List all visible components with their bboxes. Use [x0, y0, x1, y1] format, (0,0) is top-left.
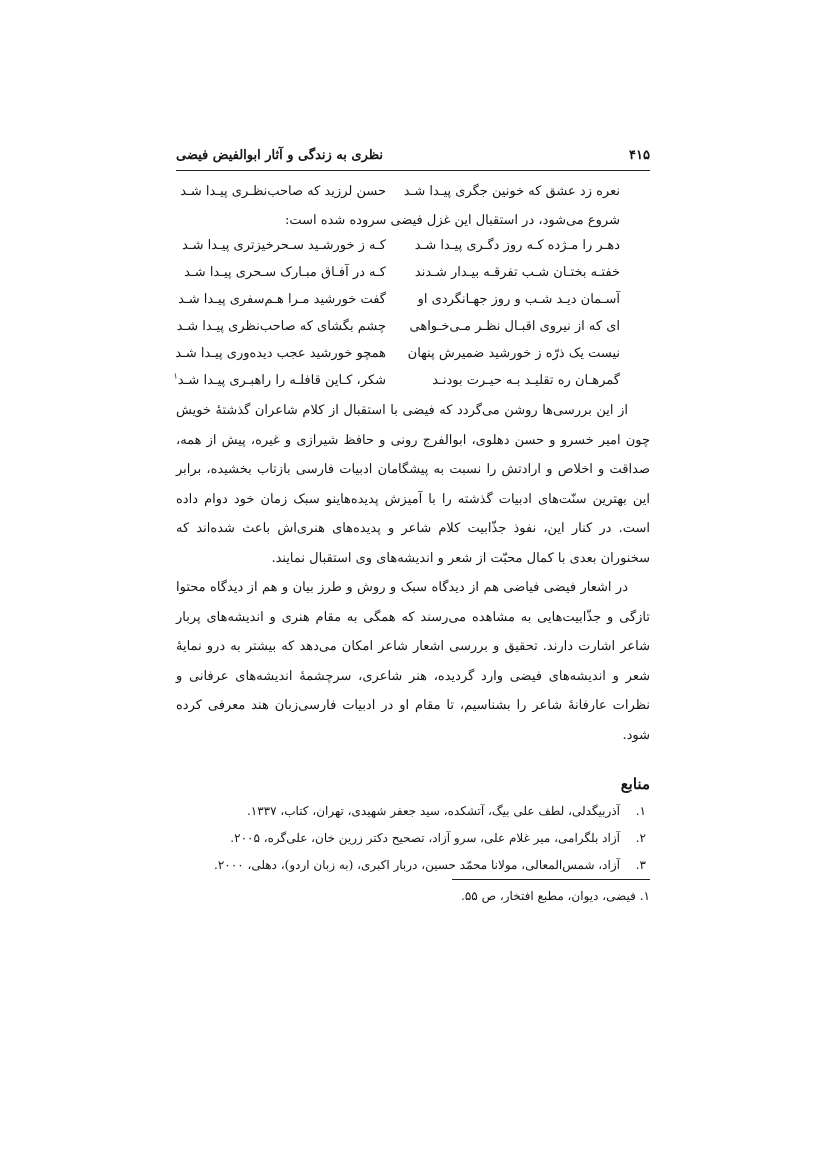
sources-heading: منابع: [620, 775, 650, 793]
hemistich-second: کـه ز خورشـید سـحرخیزتری پیـدا شـد: [181, 238, 386, 253]
hemistich-first: خفتـه بختـان شـب تفرقـه بیـدار شـدند: [414, 265, 620, 280]
page-body: [173, 180, 650, 879]
ghazal-intro: شروع می‌شود، در استقبال این غزل فیضی سروده شده است:: [285, 213, 620, 228]
footnote-marker[interactable]: ۱: [173, 371, 178, 381]
reference-text: آزاد، شمس‌المعالی، مولانا محمّد حسین، دربار اکبری، (به زبان اردو)، دهلی، ۲۰۰۰.: [214, 858, 620, 872]
hemistich-first: گمرهـان ره تقلیـد بـه حیـرت بودنـد: [432, 373, 620, 388]
page-number: ۴۱۵: [629, 147, 650, 163]
hemistich-first: آسـمان دیـد شـب و روز جهـانگردی او: [417, 292, 620, 307]
running-title: نظری به زندگی و آثار ابوالفیض فیضی: [176, 147, 384, 163]
hemistich-second: [174, 373, 387, 388]
ghazal-couplet: [176, 342, 650, 369]
header-rule: [176, 170, 650, 171]
hemistich-first: ای که از نیروی اقبـال نظـر مـی‌خـواهی: [409, 319, 620, 334]
hemistich-second: گفت خورشید مـرا هـم‌سفری پیـدا شـد: [178, 292, 386, 307]
running-header: [176, 143, 650, 167]
ghazal-couplet: [176, 234, 650, 261]
reference-number: ۱.: [635, 804, 646, 818]
reference-number: ۳.: [635, 858, 646, 872]
reference-item: [176, 852, 650, 879]
body-paragraph: در اشعار فیضی فیاضی هم از دیدگاه سبک و روش و طرز بیان و هم از دیدگاه محتوا تازگی و جذّابیت‌هایی به مشاهده می‌رسند که همگی به مقام هنری و اندیشه‌های پربار شاعر اشارت دارند. تحقیق و بررسی اشعار شاعر امکان می‌دهد که بیشتر به درو نمایۀ شعر و اندیشه‌های فیضی وارد گردیده، هنر شاعری، سرچشمۀ اندیشه‌های عرفانی و نظرات عارفانۀ شاعر را بشناسیم، تا مقام او در ادبیات فارسی‌زبان هند معرفی کرده شود.: [176, 580, 650, 743]
footnote: ۱. فیضی، دیوان، مطبع افتخار، ص ۵۵.: [461, 889, 650, 903]
body-paragraph: از این بررسی‌ها روشن می‌گردد که فیضی با استقبال از کلام شاعران گذشتۀ خویش چون امیر خسرو و حسن دهلوی، ابوالفرج رونی و حافظ شیرازی و غیره، پیش از همه، صداقت و اخلاص و ارادتش را نسبت به پیشگامان ادبیات فارسی بازتاب بخشیده، برابر این بهترین سنّت‌های ادبیات گذشته را با آمیزش پدیده‌هاینو سبک زمان خود دوام داده است. در کنار این، نفوذ جذّابیت کلام شاعر و پدیده‌های هنری‌اش باعث شده‌اند که سخنوران بعدی با کمال محبّت از شعر و اندیشه‌های وی استقبال نمایند.: [176, 403, 650, 566]
ghazal-couplet: [173, 369, 650, 396]
ghazal-couplet: [176, 315, 650, 342]
reference-item: [176, 798, 650, 825]
hemistich-second: کـه در آفـاق مبـارک سـحری پیـدا شـد: [184, 265, 386, 280]
opening-couplet: [176, 180, 650, 207]
reference-item: [176, 825, 650, 852]
hemistich-first: دهـر را مـژده کـه روز دگـری پیـدا شـد: [414, 238, 620, 253]
hemistich-second: حسن لرزید که صاحب‌نظـری پیـدا شـد: [180, 184, 386, 199]
hemistich-second: همچو خورشید عجب دیده‌وری پیـدا شـد: [175, 346, 386, 361]
ghazal-couplet: [176, 261, 650, 288]
hemistich-first: نیست یک ذرّه ز خورشید ضمیرش پنهان: [407, 346, 620, 361]
reference-number: ۲.: [635, 831, 646, 845]
hemistich-text: شکر، کـاین قافلـه را راهبـری پیـدا شـد: [177, 373, 386, 388]
hemistich-first: نعره زد عشق که خونین جگری پیـدا شـد: [403, 184, 620, 199]
reference-text: آذربیگدلی، لطف علی بیگ، آتشکده، سید جعفر شهیدی، تهران، کتاب، ۱۳۳۷.: [246, 804, 620, 818]
ghazal: [173, 234, 650, 396]
footnote-rule: [452, 879, 650, 880]
hemistich-second: چشم بگشای که صاحب‌نظری پیـدا شـد: [176, 319, 386, 334]
reference-list: [176, 798, 650, 879]
reference-text: آزاد بلگرامی، میر غلام علی، سرو آزاد، تصحیح دکتر زرین خان، علی‌گره، ۲۰۰۵.: [230, 831, 620, 845]
ghazal-couplet: [176, 288, 650, 315]
